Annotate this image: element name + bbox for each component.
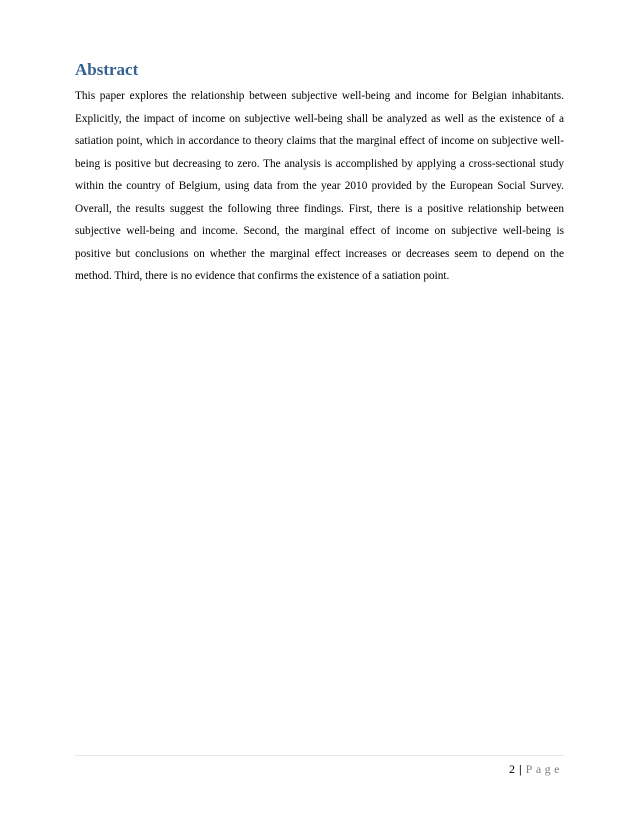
page-number: 2 <box>509 762 516 776</box>
page-label: Page <box>525 762 563 776</box>
page-footer <box>509 760 563 778</box>
abstract-body: This paper explores the relationship between subjective well-being and income for Belgian inhabitants. Explicitly, the impact of income on subjective well-being shall be analyzed as well as the existence of a satiation point, which in accordance to theory claims that the marginal effect of income on subjective well-being is positive but decreasing to zero. The analysis is accomplished by applying a cross-sectional study within the country of Belgium, using data from the year 2010 provided by the European Social Survey. Overall, the results suggest the following three findings. First, there is a positive relationship between subjective well-being and income. Second, the marginal effect of income on subjective well-being is positive but conclusions on whether the marginal effect increases or decreases seem to depend on the method. Third, there is no evidence that confirms the existence of a satiation point. <box>75 90 564 282</box>
abstract-heading: Abstract <box>75 60 139 79</box>
footer-divider <box>75 755 564 756</box>
footer-separator: | <box>519 762 522 776</box>
